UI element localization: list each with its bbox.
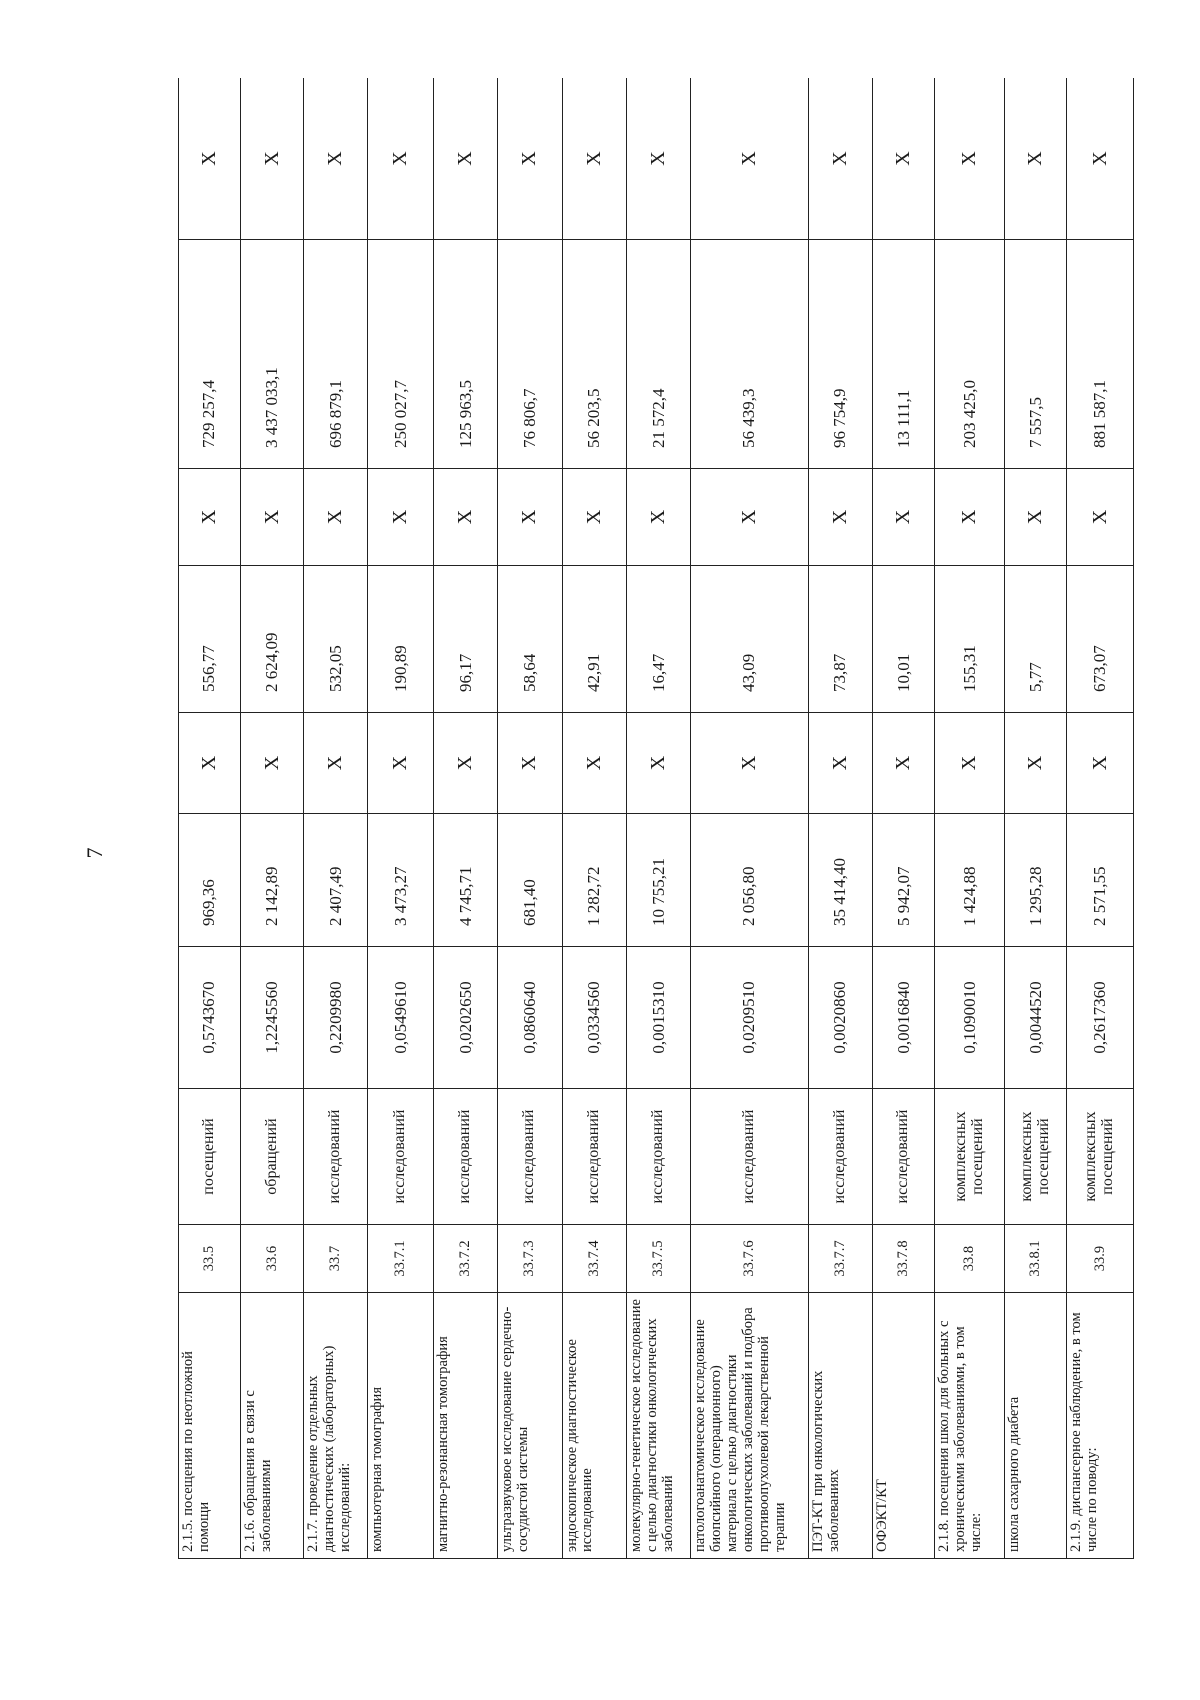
row-cost-value: 2 571,55 — [1067, 814, 1134, 947]
row-x-mark: X — [691, 469, 809, 566]
row-cost-value: 1 282,72 — [562, 814, 626, 947]
row-name: 2.1.9. диспансерное наблюдение, в том числе по поводу: — [1067, 1293, 1134, 1559]
row-code: 33.7.8 — [873, 1225, 935, 1293]
row-name: патологоанатомическое исследование биопсийного (операционного) материала с целью диагностики онкологических заболеваний и подбора противоопухолевой лекарственной терапии — [691, 1293, 809, 1559]
row-per-capita-value: 532,05 — [304, 566, 368, 713]
row-cost-value: 4 745,71 — [433, 814, 497, 947]
row-total-value: 729 257,4 — [179, 240, 241, 469]
row-x-mark: X — [873, 78, 935, 240]
row-name: школа сахарного диабета — [1005, 1293, 1067, 1559]
row-unit: исследований — [691, 1089, 809, 1225]
table-row — [1067, 78, 1134, 1559]
table-row — [935, 78, 1005, 1559]
row-code: 33.7.6 — [691, 1225, 809, 1293]
row-unit: комплексных посещений — [1067, 1089, 1134, 1225]
row-name: компьютерная томография — [368, 1293, 433, 1559]
row-norm-value: 0,2209980 — [304, 947, 368, 1089]
row-code: 33.6 — [240, 1225, 303, 1293]
row-cost-value: 1 295,28 — [1005, 814, 1067, 947]
row-total-value: 7 557,5 — [1005, 240, 1067, 469]
row-x-mark: X — [433, 713, 497, 814]
row-x-mark: X — [433, 78, 497, 240]
row-per-capita-value: 42,91 — [562, 566, 626, 713]
row-x-mark: X — [562, 78, 626, 240]
row-norm-value: 1,2245560 — [240, 947, 303, 1089]
row-x-mark: X — [368, 713, 433, 814]
row-x-mark: X — [1067, 469, 1134, 566]
row-unit: исследований — [433, 1089, 497, 1225]
row-x-mark: X — [562, 713, 626, 814]
row-x-mark: X — [240, 78, 303, 240]
row-norm-value: 0,0015310 — [626, 947, 690, 1089]
table-row — [1005, 78, 1067, 1559]
row-unit: обращений — [240, 1089, 303, 1225]
row-x-mark: X — [304, 469, 368, 566]
row-per-capita-value: 96,17 — [433, 566, 497, 713]
row-norm-value: 0,0020860 — [808, 947, 872, 1089]
row-x-mark: X — [691, 78, 809, 240]
table-row — [368, 78, 433, 1559]
row-x-mark: X — [240, 469, 303, 566]
row-x-mark: X — [179, 713, 241, 814]
row-norm-value: 0,0044520 — [1005, 947, 1067, 1089]
row-total-value: 881 587,1 — [1067, 240, 1134, 469]
row-code: 33.7.5 — [626, 1225, 690, 1293]
row-x-mark: X — [1067, 78, 1134, 240]
row-code: 33.9 — [1067, 1225, 1134, 1293]
row-norm-value: 0,0016840 — [873, 947, 935, 1089]
row-x-mark: X — [240, 713, 303, 814]
row-code: 33.7 — [304, 1225, 368, 1293]
row-per-capita-value: 73,87 — [808, 566, 872, 713]
row-unit: посещений — [179, 1089, 241, 1225]
row-unit: исследований — [808, 1089, 872, 1225]
table-row — [873, 78, 935, 1559]
row-norm-value: 0,0202650 — [433, 947, 497, 1089]
row-unit: исследований — [304, 1089, 368, 1225]
row-x-mark: X — [808, 713, 872, 814]
row-name: 2.1.8. посещения школ для больных с хроническими заболеваниями, в том числе: — [935, 1293, 1005, 1559]
row-cost-value: 2 056,80 — [691, 814, 809, 947]
row-x-mark: X — [1005, 78, 1067, 240]
row-x-mark: X — [304, 78, 368, 240]
tariff-table — [178, 78, 1134, 1559]
row-per-capita-value: 190,89 — [368, 566, 433, 713]
row-norm-value: 0,0860640 — [498, 947, 562, 1089]
row-x-mark: X — [498, 713, 562, 814]
row-unit: исследований — [562, 1089, 626, 1225]
row-x-mark: X — [935, 713, 1005, 814]
row-total-value: 696 879,1 — [304, 240, 368, 469]
row-unit: комплексных посещений — [1005, 1089, 1067, 1225]
row-x-mark: X — [179, 78, 241, 240]
row-total-value: 203 425,0 — [935, 240, 1005, 469]
row-code: 33.8 — [935, 1225, 1005, 1293]
row-name: 2.1.6. обращения в связи с заболеваниями — [240, 1293, 303, 1559]
table-row — [562, 78, 626, 1559]
row-norm-value: 0,0209510 — [691, 947, 809, 1089]
table-row — [304, 78, 368, 1559]
row-cost-value: 1 424,88 — [935, 814, 1005, 947]
table-row — [240, 78, 303, 1559]
row-x-mark: X — [179, 469, 241, 566]
table-row — [179, 78, 241, 1559]
row-cost-value: 681,40 — [498, 814, 562, 947]
row-x-mark: X — [498, 78, 562, 240]
table-row — [808, 78, 872, 1559]
row-total-value: 3 437 033,1 — [240, 240, 303, 469]
row-per-capita-value: 2 624,09 — [240, 566, 303, 713]
row-unit: исследований — [626, 1089, 690, 1225]
row-name: 2.1.7. проведение отдельных диагностических (лабораторных) исследований: — [304, 1293, 368, 1559]
row-x-mark: X — [304, 713, 368, 814]
row-x-mark: X — [1005, 713, 1067, 814]
row-cost-value: 2 142,89 — [240, 814, 303, 947]
row-per-capita-value: 556,77 — [179, 566, 241, 713]
row-name: ПЭТ-КТ при онкологических заболеваниях — [808, 1293, 872, 1559]
row-x-mark: X — [626, 78, 690, 240]
table-row — [498, 78, 562, 1559]
row-total-value: 56 203,5 — [562, 240, 626, 469]
row-per-capita-value: 673,07 — [1067, 566, 1134, 713]
row-x-mark: X — [626, 469, 690, 566]
row-x-mark: X — [433, 469, 497, 566]
row-per-capita-value: 58,64 — [498, 566, 562, 713]
row-x-mark: X — [808, 469, 872, 566]
row-total-value: 13 111,1 — [873, 240, 935, 469]
row-code: 33.7.4 — [562, 1225, 626, 1293]
row-name: ультразвуковое исследование сердечно-сосудистой системы — [498, 1293, 562, 1559]
row-x-mark: X — [808, 78, 872, 240]
row-per-capita-value: 5,77 — [1005, 566, 1067, 713]
row-norm-value: 0,1090010 — [935, 947, 1005, 1089]
table-row — [433, 78, 497, 1559]
row-unit: исследований — [498, 1089, 562, 1225]
row-cost-value: 3 473,27 — [368, 814, 433, 947]
row-name: ОФЭКТ/КТ — [873, 1293, 935, 1559]
row-code: 33.8.1 — [1005, 1225, 1067, 1293]
table-row — [626, 78, 690, 1559]
row-cost-value: 5 942,07 — [873, 814, 935, 947]
row-cost-value: 969,36 — [179, 814, 241, 947]
row-x-mark: X — [368, 78, 433, 240]
row-name: 2.1.5. посещения по неотложной помощи — [179, 1293, 241, 1559]
row-name: эндоскопическое диагностическое исследование — [562, 1293, 626, 1559]
row-total-value: 76 806,7 — [498, 240, 562, 469]
table-container — [178, 78, 1134, 1559]
table-row — [691, 78, 809, 1559]
row-x-mark: X — [368, 469, 433, 566]
row-x-mark: X — [873, 713, 935, 814]
row-name: молекулярно-генетическое исследование с целью диагностики онкологических заболеваний — [626, 1293, 690, 1559]
row-name: магнитно-резонансная томография — [433, 1293, 497, 1559]
row-x-mark: X — [498, 469, 562, 566]
row-cost-value: 10 755,21 — [626, 814, 690, 947]
row-cost-value: 2 407,49 — [304, 814, 368, 947]
row-norm-value: 0,5743670 — [179, 947, 241, 1089]
row-total-value: 250 027,7 — [368, 240, 433, 469]
row-x-mark: X — [1067, 713, 1134, 814]
row-total-value: 56 439,3 — [691, 240, 809, 469]
row-per-capita-value: 10,01 — [873, 566, 935, 713]
row-code: 33.7.1 — [368, 1225, 433, 1293]
row-total-value: 125 963,5 — [433, 240, 497, 469]
row-code: 33.7.3 — [498, 1225, 562, 1293]
row-code: 33.7.2 — [433, 1225, 497, 1293]
row-x-mark: X — [935, 469, 1005, 566]
row-per-capita-value: 43,09 — [691, 566, 809, 713]
row-code: 33.5 — [179, 1225, 241, 1293]
row-cost-value: 35 414,40 — [808, 814, 872, 947]
row-x-mark: X — [873, 469, 935, 566]
row-x-mark: X — [691, 713, 809, 814]
row-x-mark: X — [1005, 469, 1067, 566]
row-unit: исследований — [873, 1089, 935, 1225]
page-number: 7 — [82, 847, 107, 859]
row-total-value: 96 754,9 — [808, 240, 872, 469]
row-norm-value: 0,0549610 — [368, 947, 433, 1089]
row-x-mark: X — [562, 469, 626, 566]
row-unit: комплексных посещений — [935, 1089, 1005, 1225]
row-norm-value: 0,0334560 — [562, 947, 626, 1089]
row-x-mark: X — [935, 78, 1005, 240]
row-unit: исследований — [368, 1089, 433, 1225]
row-total-value: 21 572,4 — [626, 240, 690, 469]
row-per-capita-value: 155,31 — [935, 566, 1005, 713]
row-x-mark: X — [626, 713, 690, 814]
row-code: 33.7.7 — [808, 1225, 872, 1293]
row-per-capita-value: 16,47 — [626, 566, 690, 713]
row-norm-value: 0,2617360 — [1067, 947, 1134, 1089]
